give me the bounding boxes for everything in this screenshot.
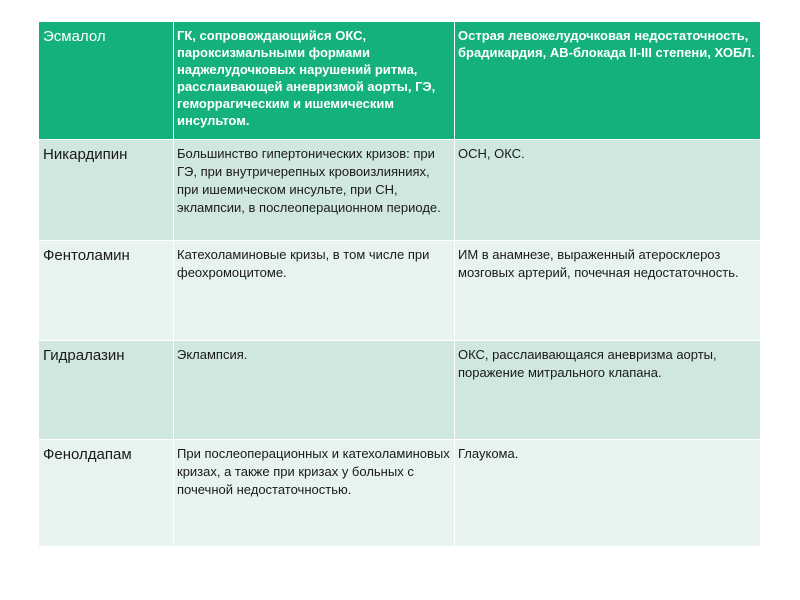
- contraindications-cell: Острая левожелудочковая недостаточность, брадикардия, АВ-блокада II-III степени, ХОБЛ.: [455, 22, 761, 140]
- indications-cell: Эклампсия.: [174, 341, 455, 440]
- drug-name-cell: Гидралазин: [39, 341, 174, 440]
- indications-cell: ГК, сопровождающийся ОКС, пароксизмальными формами наджелудочковых нарушений ритма, расслаивающей аневризмой аорты, ГЭ, геморрагическим и ишемическим инсультом.: [174, 22, 455, 140]
- table-row-esmolol: [39, 22, 761, 140]
- table-row-nicardipine: [39, 140, 761, 241]
- drug-name-cell: Эсмалол: [39, 22, 174, 140]
- table-row-fenoldopam: [39, 440, 761, 547]
- drug-table: [38, 21, 761, 547]
- drug-name-cell: Фентоламин: [39, 241, 174, 341]
- contraindications-cell: Глаукома.: [455, 440, 761, 547]
- indications-cell: При послеоперационных и катехоламиновых кризах, а также при кризах у больных с почечной недостаточностью.: [174, 440, 455, 547]
- indications-cell: Большинство гипертонических кризов: при ГЭ, при внутричерепных кровоизлияниях, при ишемическом инсульте, при СН, эклампсии, в послеоперационном периоде.: [174, 140, 455, 241]
- indications-cell: Катехоламиновые кризы, в том числе при феохромоцитоме.: [174, 241, 455, 341]
- contraindications-cell: ОСН, ОКС.: [455, 140, 761, 241]
- table-row-phentolamine: [39, 241, 761, 341]
- drug-name-cell: Фенолдапам: [39, 440, 174, 547]
- contraindications-cell: ОКС, расслаивающаяся аневризма аорты, поражение митрального клапана.: [455, 341, 761, 440]
- drug-name-cell: Никардипин: [39, 140, 174, 241]
- table-row-hydralazine: [39, 341, 761, 440]
- contraindications-cell: ИМ в анамнезе, выраженный атеросклероз мозговых артерий, почечная недостаточность.: [455, 241, 761, 341]
